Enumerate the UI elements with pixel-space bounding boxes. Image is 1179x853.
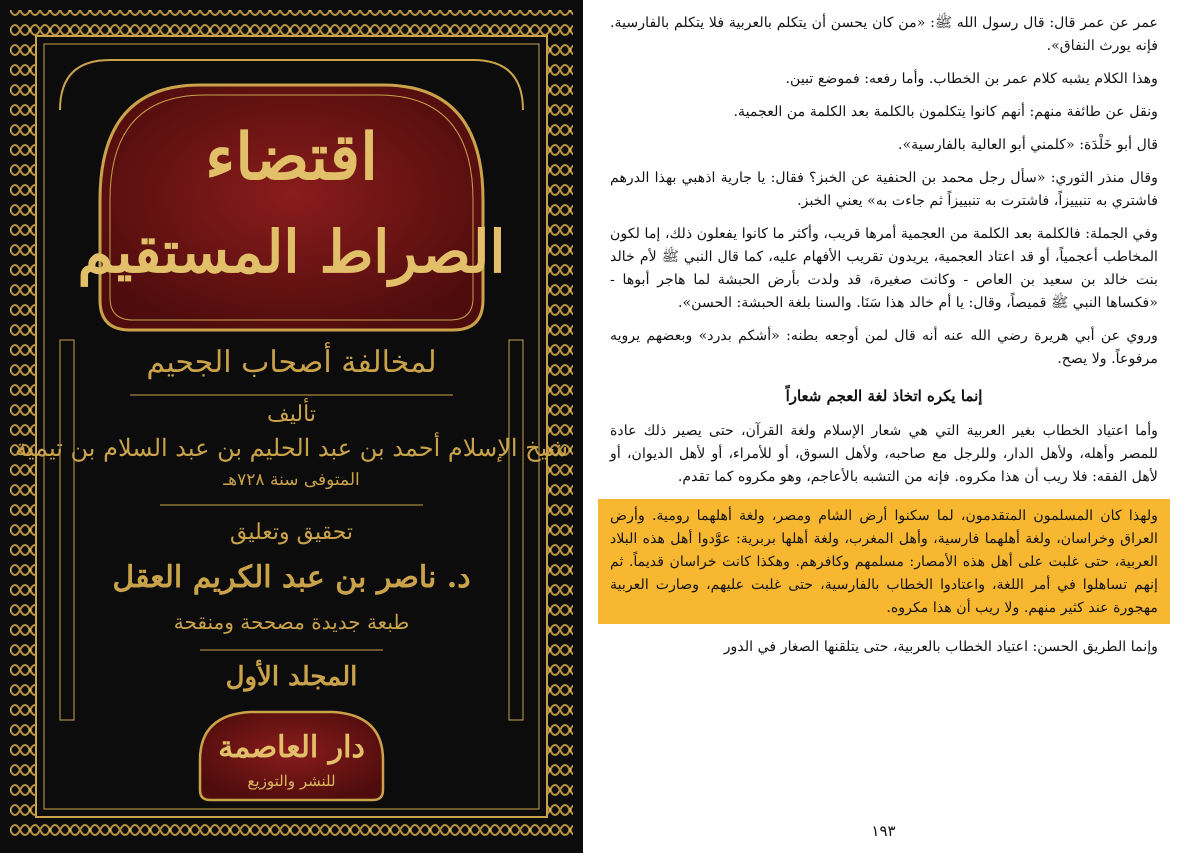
paragraph: وروي عن أبي هريرة رضي الله عنه أنه قال لمن أوجعه بطنه: «أشكم بدرد» وبعضهم يرويه مرفوعاً. ولا يصح. [610, 328, 1158, 367]
cover-title-line2: الصراط المستقيم [77, 218, 506, 286]
cover-editor: د. ناصر بن عبد الكريم العقل [112, 560, 471, 595]
cover-publisher-sub: للنشر والتوزيع [247, 772, 336, 790]
cover-taalif: تأليف [267, 402, 316, 427]
section-heading: إنما يكره اتخاذ لغة العجم شعاراً [785, 387, 983, 405]
cover-death-year: المتوفى سنة ٧٢٨هـ [223, 470, 360, 490]
cover-publisher: دار العاصمة [218, 730, 365, 765]
cover-volume: المجلد الأول [225, 662, 358, 692]
paragraph: وهذا الكلام يشبه كلام عمر بن الخطاب. وأما رفعه: فموضع تبين. [785, 71, 1158, 87]
paragraph: وفي الجملة: فالكلمة بعد الكلمة من العجمية أمرها قريب، وأكثر ما كانوا يفعلون ذلك، إما لكون المخاطب أعجمياً، أو قد اعتاد العجمية، يريدون تقريب الأفهام عليه، كما قال النبي ﷺ لأم خالد بنت خالد بن سعيد بن العاص - وكانت صغيرة، قد ولدت بأرض الحبشة لما هاجر أبوها - «فكساها النبي ﷺ قميصاً، وقال: يا أم خالد هذا سَنَا. والسنا بلغة الحبشة: الحسن». [610, 226, 1158, 311]
cover-tahqiq: تحقيق وتعليق [229, 520, 354, 545]
highlighted-paragraph: ولهذا كان المسلمون المتقدمون، لما سكنوا أرض الشام ومصر، ولغة أهلهما رومية. وأرض العراق وخراسان، ولغة أهلهما فارسية، وأهل المغرب، ولغة أهلها بربرية: عوَّدوا أهل هذه البلاد العربية، حتى غلبت على أهل هذه الأمصار: مسلمهم وكافرهم. وهكذا كانت خراسان قديماً. ثم إنهم تساهلوا في أمر اللغة، واعتادوا الخطاب بالفارسية، حتى غلبت عليهم، وصارت العربية مهجورة عند كثير منهم. ولا ريب أن هذا مكروه. [610, 508, 1158, 616]
cover-title-line1: اقتضاء [205, 120, 378, 195]
paragraph: وقال منذر الثوري: «سأل رجل محمد بن الحنفية عن الخبز؟ فقال: يا جارية اذهبي بهذا الدرهم فاشتري به تنبييزاً، فاشترت به تنبييزاً ثم جاءت به» يعني الخبز. [610, 170, 1158, 209]
paragraph: ونقل عن طائفة منهم: أنهم كانوا يتكلمون بالكلمة بعد الكلمة من العجمية. [733, 104, 1158, 120]
paragraph: وأما اعتياد الخطاب بغير العربية التي هي شعار الإسلام ولغة القرآن، حتى يصير ذلك عادة للمصر وأهله، ولأهل الدار، وللرجل مع صاحبه، ولأهل السوق، أو للأمراء، أو لأهل الديوان، أو لأهل الفقه: فلا ريب أن هذا مكروه. فإنه من التشبه بالأعاجم، وهو مكروه كما تقدم. [610, 423, 1158, 485]
cover-author: شيخ الإسلام أحمد بن عبد الحليم بن عبد السلام بن تيمية [14, 434, 569, 462]
cover-subtitle: لمخالفة أصحاب الجحيم [146, 345, 437, 380]
highlighted-passage [598, 499, 1170, 624]
book-cover [0, 0, 583, 853]
paragraph: قال أبو خَلْدَة: «كلمني أبو العالية بالفارسية». [897, 137, 1158, 153]
page-text [610, 12, 1158, 669]
cover-edition: طبعة جديدة مصححة ومنقحة [173, 610, 410, 634]
paragraph: عمر عن عمر قال: قال رسول الله ﷺ: «من كان يحسن أن يتكلم بالعربية فلا يتكلم بالفارسية. فإنه يورث النفاق». [610, 15, 1158, 54]
page-number: ١٩٣ [871, 822, 896, 840]
paragraph: وإنما الطريق الحسن: اعتياد الخطاب بالعربية، حتى يتلقنها الصغار في الدور [723, 639, 1158, 655]
book-page [588, 0, 1179, 853]
